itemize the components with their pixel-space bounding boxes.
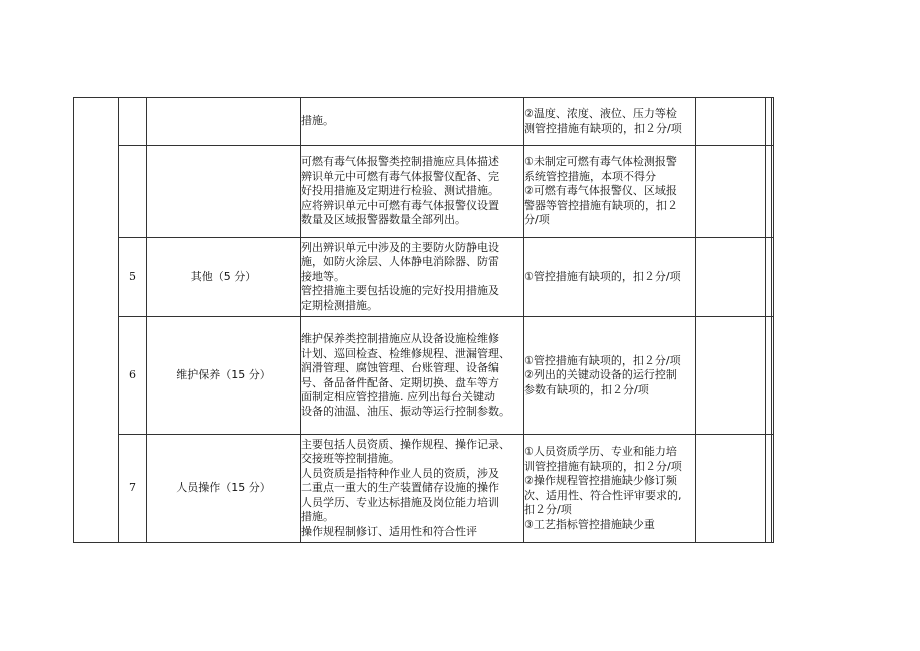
content-line: 管控措施主要包括设施的完好投用措施及	[301, 284, 499, 298]
criteria-line: ①管控措施有缺项的，扣２分/项	[524, 353, 681, 367]
criteria-cell	[524, 317, 696, 435]
table-row	[74, 317, 774, 435]
content-line: 应将辨识单元中可燃有毒气体报警仪设置	[301, 198, 499, 212]
item-number: 5	[119, 238, 147, 317]
content-line: 交接班等控制措施。	[301, 452, 400, 466]
criteria-line: 分/项	[524, 213, 550, 227]
score-cell	[696, 317, 766, 435]
item-name: 其他（5 分）	[147, 238, 301, 317]
content-cell	[301, 146, 524, 238]
criteria-line: ②操作规程管控措施缺少修订频	[524, 474, 677, 487]
blank-cell	[772, 238, 774, 317]
item-name: 维护保养（15 分）	[147, 317, 301, 435]
criteria-line: 警器等管控措施有缺项的，扣２	[524, 198, 678, 212]
content-line: 施，如防火涂层、人体静电消除器、防雷	[301, 255, 499, 269]
item-number: 7	[119, 435, 147, 543]
content-line: 措施。	[301, 114, 334, 128]
table-row	[74, 238, 774, 317]
criteria-line: ①管控措施有缺项的，扣２分/项	[524, 269, 681, 283]
content-cell	[301, 98, 524, 146]
criteria-cell	[524, 98, 696, 146]
criteria-line: 参数有缺项的，扣２分/项	[524, 382, 649, 396]
content-line: 列出辨识单元中涉及的主要防火防静电设	[301, 240, 499, 254]
number-cell	[119, 98, 147, 146]
blank-cell	[772, 146, 774, 238]
content-line: 操作规程制修订、适用性和符合性评	[301, 524, 477, 538]
content-line: 定期检测措施。	[301, 298, 378, 312]
content-line: 措施。	[301, 510, 334, 524]
criteria-line: ①人员资质学历、专业和能力培	[524, 445, 677, 458]
content-line: 计划、巡回检查、检维修规程、泄漏管理、	[301, 346, 510, 360]
criteria-line: 次、适用性、符合性评审要求的,	[524, 488, 682, 502]
criteria-line: ②温度、浓度、液位、压力等检	[524, 107, 677, 120]
criteria-line: 测管控措施有缺项的，扣２分/项	[524, 121, 682, 135]
criteria-line: ③工艺指标管控措施缺少重	[524, 517, 655, 531]
name-cell	[147, 146, 301, 238]
content-line: 主要包括人员资质、操作规程、操作记录、	[301, 437, 510, 451]
content-line: 可燃有毒气体报警类控制措施应具体描述	[301, 155, 499, 169]
blank-cell	[772, 435, 774, 543]
criteria-line: 扣２分/项	[524, 503, 572, 516]
score-cell	[696, 435, 766, 543]
content-line: 号、备品备件配备、定期切换、盘车等方	[301, 375, 499, 389]
criteria-line: ②可燃有毒气体报警仪、区域报	[524, 184, 677, 198]
criteria-cell	[524, 435, 696, 543]
content-line: 辨识单元中可燃有毒气体报警仪配备、完	[301, 169, 499, 183]
outer-margin-cell	[74, 98, 119, 543]
score-cell	[696, 238, 766, 317]
content-line: 好投用措施及定期进行检验、测试措施。	[301, 184, 499, 198]
content-line: 面制定相应管控措施. 应列出每台关键动	[301, 390, 495, 403]
number-cell	[119, 146, 147, 238]
table-row	[74, 435, 774, 543]
criteria-cell	[524, 146, 696, 238]
content-line: 维护保养类控制措施应从设备设施检维修	[301, 332, 499, 345]
content-cell	[301, 435, 524, 543]
table-row	[74, 98, 774, 146]
content-cell	[301, 317, 524, 435]
content-line: 人员学历、专业达标措施及岗位能力培训	[301, 495, 499, 509]
content-line: 润滑管理、腐蚀管理、台账管理、设备编	[301, 361, 499, 374]
criteria-line: 系统管控措施，本项不得分	[524, 169, 656, 183]
item-name: 人员操作（15 分）	[147, 435, 301, 543]
content-line: 设备的油温、油压、振动等运行控制参数。	[301, 404, 510, 418]
criteria-line: 训管控措施有缺项的，扣２分/项	[524, 459, 682, 473]
content-line: 二重点一重大的生产装置储存设施的操作	[301, 481, 499, 495]
name-cell	[147, 98, 301, 146]
criteria-cell	[524, 238, 696, 317]
content-cell	[301, 238, 524, 317]
table-row	[74, 146, 774, 238]
content-line: 接地等。	[301, 269, 345, 283]
blank-cell	[772, 317, 774, 435]
score-cell	[696, 146, 766, 238]
assessment-table	[73, 97, 774, 543]
criteria-line: ②列出的关键动设备的运行控制	[524, 368, 677, 382]
content-line: 数量及区域报警器数量全部列出。	[301, 213, 466, 227]
criteria-line: ①未制定可燃有毒气体检测报警	[524, 155, 677, 169]
content-line: 人员资质是指特种作业人员的资质，涉及	[301, 466, 499, 480]
score-cell	[696, 98, 766, 146]
item-number: 6	[119, 317, 147, 435]
blank-cell	[772, 98, 774, 146]
